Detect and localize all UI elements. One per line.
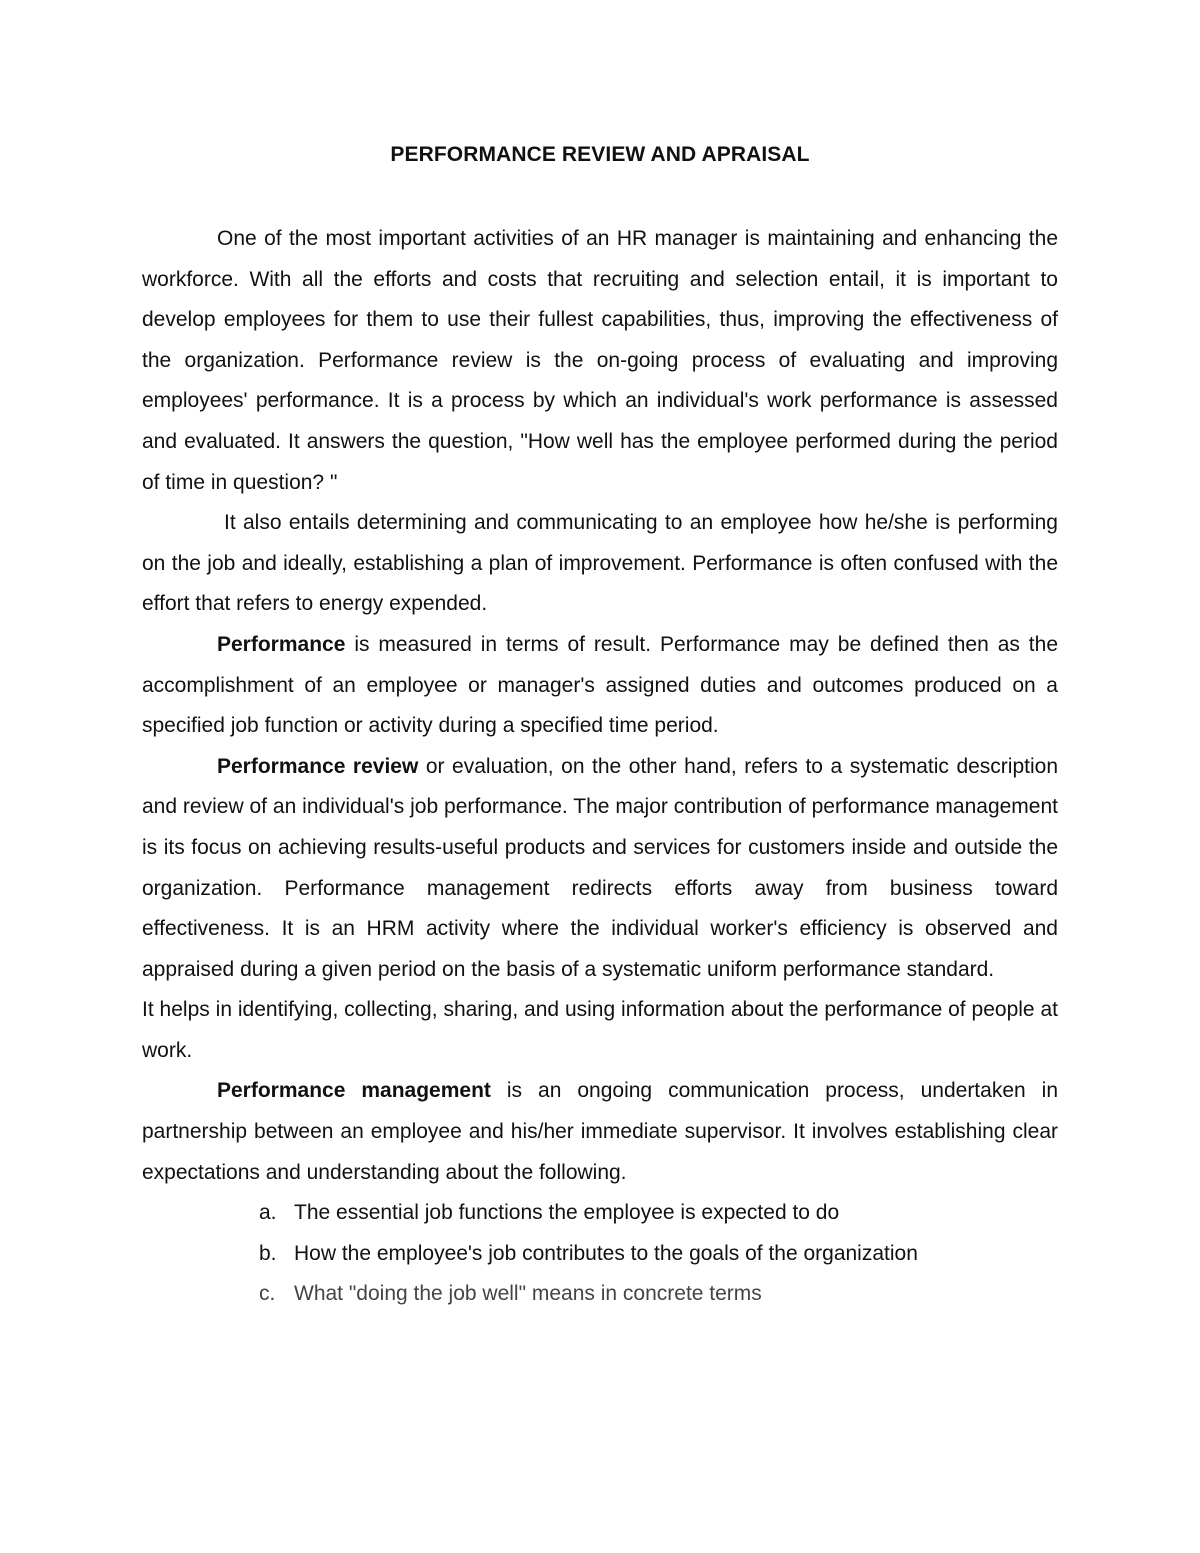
paragraph-text: or evaluation, on the other hand, refers to a systematic description and review of an individual's job performance. The major contribution of performance management is its focus on achieving results-useful products and services for customers inside and outside the organization. Performance management redirects efforts away from business toward effectiveness. It is an HRM activity where the individual worker's efficiency is observed and appraised during a given period on the basis of a systematic uniform performance standard. — [142, 754, 1058, 981]
paragraph-text: is an ongoing communication process, undertaken in partnership between an employee and his/her immediate supervisor. It involves establishing clear expectations and understanding about the following. — [142, 1079, 1059, 1184]
term-performance-management: Performance management — [217, 1079, 491, 1103]
paragraph-text: is measured in terms of result. Performance may be defined then as the accomplishment of an employee or manager's assigned duties and outcomes produced on a specified job function or activity during a specified time period. — [142, 632, 1058, 738]
paragraph-helps: It helps in identifying, collecting, sharing, and using information about the performance of people at work. — [142, 998, 1058, 1062]
list-marker: c. — [259, 1282, 276, 1306]
expectations-list — [142, 1193, 1058, 1315]
paragraph-intro: One of the most important activities of an HR manager is maintaining and enhancing the workforce. With all the efforts and costs that recruiting and selection entail, it is important to develop employees for them to use their fullest capabilities, thus, improving the effectiveness of the organization. Performance review is the on-going process of evaluating and improving employees' performance. It is a process by which an individual's work performance is assessed and evaluated. It answers the question, "How well has the employee performed during the period of time in question? " — [142, 227, 1058, 494]
list-item — [142, 1274, 1058, 1315]
paragraph-performance-review — [142, 747, 1058, 991]
list-item-text: The essential job functions the employee is expected to do — [294, 1201, 840, 1225]
list-item — [142, 1193, 1058, 1234]
paragraph-performance-management — [142, 1071, 1058, 1193]
term-performance: Performance — [217, 632, 346, 656]
list-marker: b. — [259, 1241, 277, 1265]
list-item — [142, 1234, 1058, 1275]
list-item-text: How the employee's job contributes to the goals of the organization — [294, 1241, 918, 1265]
document-body — [142, 219, 1058, 1315]
list-item-text: What "doing the job well" means in concrete terms — [294, 1282, 762, 1306]
list-marker: a. — [259, 1201, 277, 1225]
paragraph-performance-definition — [142, 625, 1058, 747]
paragraph-entails: It also entails determining and communicating to an employee how he/she is performing on the job and ideally, establishing a plan of improvement. Performance is often confused with the effort that refers to energy expended. — [142, 511, 1058, 616]
document-title: PERFORMANCE REVIEW AND APRAISAL — [390, 143, 810, 166]
term-performance-review: Performance review — [217, 754, 419, 778]
